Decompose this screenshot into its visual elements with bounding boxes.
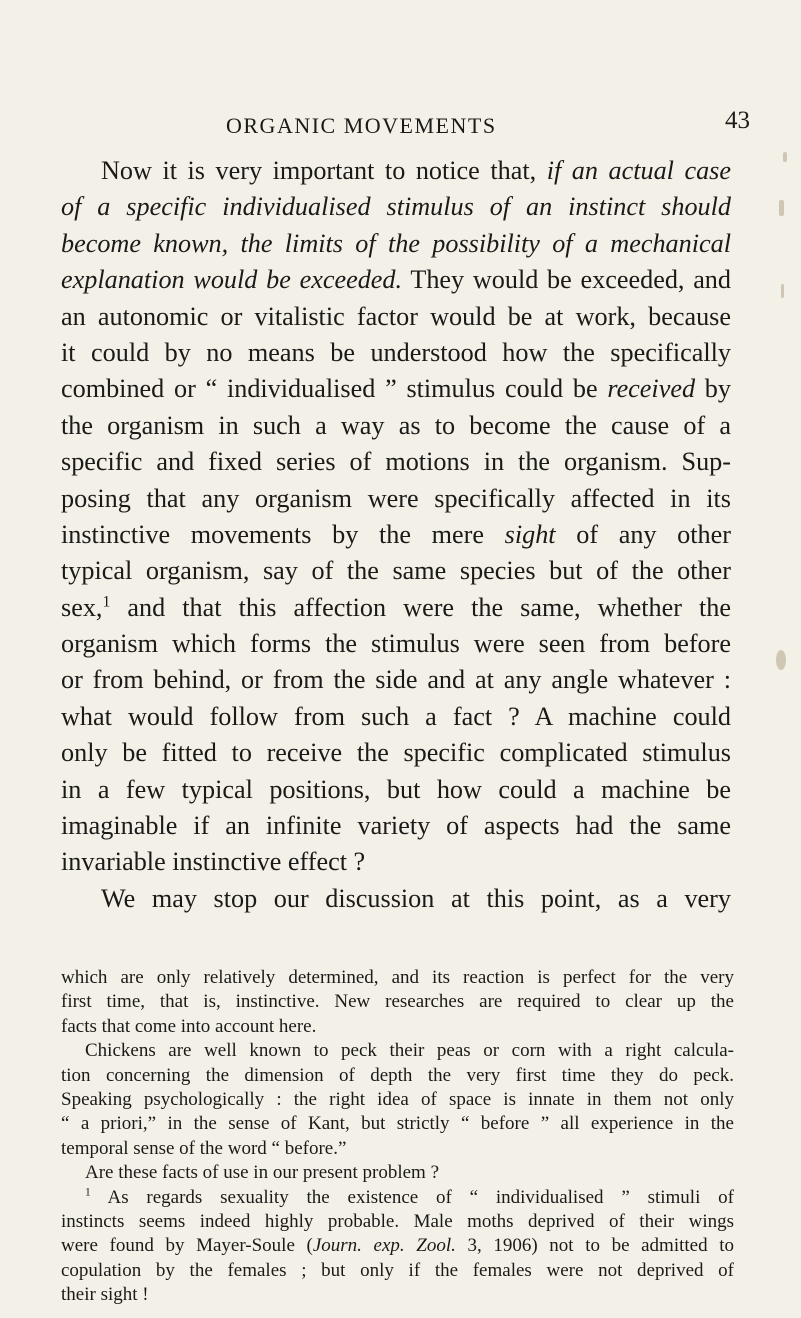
footnote-line: copulation by the females ; but only if the females were not deprived of	[61, 1259, 734, 1281]
text-line: explanation would be exceeded. They would be exceeded, and	[61, 265, 731, 295]
footnote-line: Chickens are well known to peck their peas or corn with a right calcula-	[85, 1040, 734, 1062]
page-number: 43	[725, 107, 750, 134]
footnote-line: tion concerning the dimension of depth the very first time they do peck.	[61, 1064, 734, 1086]
text-line: what would follow from such a fact ? A machine could	[61, 701, 731, 731]
text-line: in a few typical positions, but how could a machine be	[61, 774, 731, 804]
text-line: specific and fixed series of motions in the organism. Sup-	[61, 447, 731, 477]
text-line: typical organism, say of the same species but of the other	[61, 556, 731, 586]
footnotes	[61, 966, 734, 1307]
paper-blemish	[781, 284, 784, 298]
paper-blemish	[783, 152, 787, 162]
text-line: combined or “ individualised ” stimulus could be received by	[61, 374, 731, 404]
footnote-line: which are only relatively determined, and its reaction is perfect for the very	[61, 967, 734, 988]
footnote-line: Speaking psychologically : the right idea of space is innate in them not only	[61, 1088, 734, 1110]
text-line: organism which forms the stimulus were seen from before	[61, 629, 731, 659]
text-line: only be fitted to receive the specific complicated stimulus	[61, 738, 731, 768]
text-line: Now it is very important to notice that, if an actual case	[101, 156, 731, 185]
footnote-line: $^1$ As regards sexuality the existence of “ individualised ” stimuli of	[85, 1186, 734, 1208]
footnote-line: were found by Mayer-Soule (Journ. exp. Zool. 3, 1906) not to be admitted to	[61, 1235, 735, 1257]
text-line: become known, the limits of the possibility of a mechanical	[61, 228, 731, 258]
text-line: imaginable if an infinite variety of aspects had the same	[61, 811, 731, 841]
text-line: instinctive movements by the mere sight of any other	[61, 519, 731, 549]
text-line: it could by no means be understood how the specifically	[61, 337, 731, 367]
text-line: an autonomic or vitalistic factor would be at work, because	[61, 301, 731, 331]
footnote-line: instincts seems indeed highly probable. Male moths deprived of their wings	[61, 1210, 734, 1232]
footnote-marker: 1	[85, 1186, 91, 1199]
footnote-line: “ a priori,” in the sense of Kant, but strictly “ before ” all experience in the	[61, 1113, 734, 1135]
text-line: We may stop our discussion at this point, as a very	[101, 883, 731, 913]
text-line: the organism in such a way as to become the cause of a	[61, 410, 731, 440]
footnote-line: their sight !	[61, 1284, 149, 1306]
footnote-line: facts that come into account here.	[61, 1015, 317, 1037]
text-line: posing that any organism were specifically affected in its	[61, 483, 731, 513]
footnote-line: temporal sense of the word “ before.”	[61, 1137, 347, 1159]
footnote-line: Are these facts of use in our present problem ?	[85, 1162, 440, 1184]
main-paragraphs	[61, 153, 731, 917]
text-line: sex,$^1$ and that this affection were the same, whether the	[61, 592, 731, 622]
footnote-line: first time, that is, instinctive. New researches are required to clear up the	[61, 991, 734, 1013]
running-title: ORGANIC MOVEMENTS	[226, 113, 497, 138]
text-line: invariable instinctive effect ?	[61, 847, 366, 877]
text-line: or from behind, or from the side and at any angle whatever :	[61, 665, 731, 695]
paper-blemish	[776, 650, 786, 670]
paper-blemish	[779, 200, 784, 216]
text-line: of a specific individualised stimulus of an instinct should	[61, 192, 731, 222]
footnote-reference: 1	[102, 592, 111, 610]
